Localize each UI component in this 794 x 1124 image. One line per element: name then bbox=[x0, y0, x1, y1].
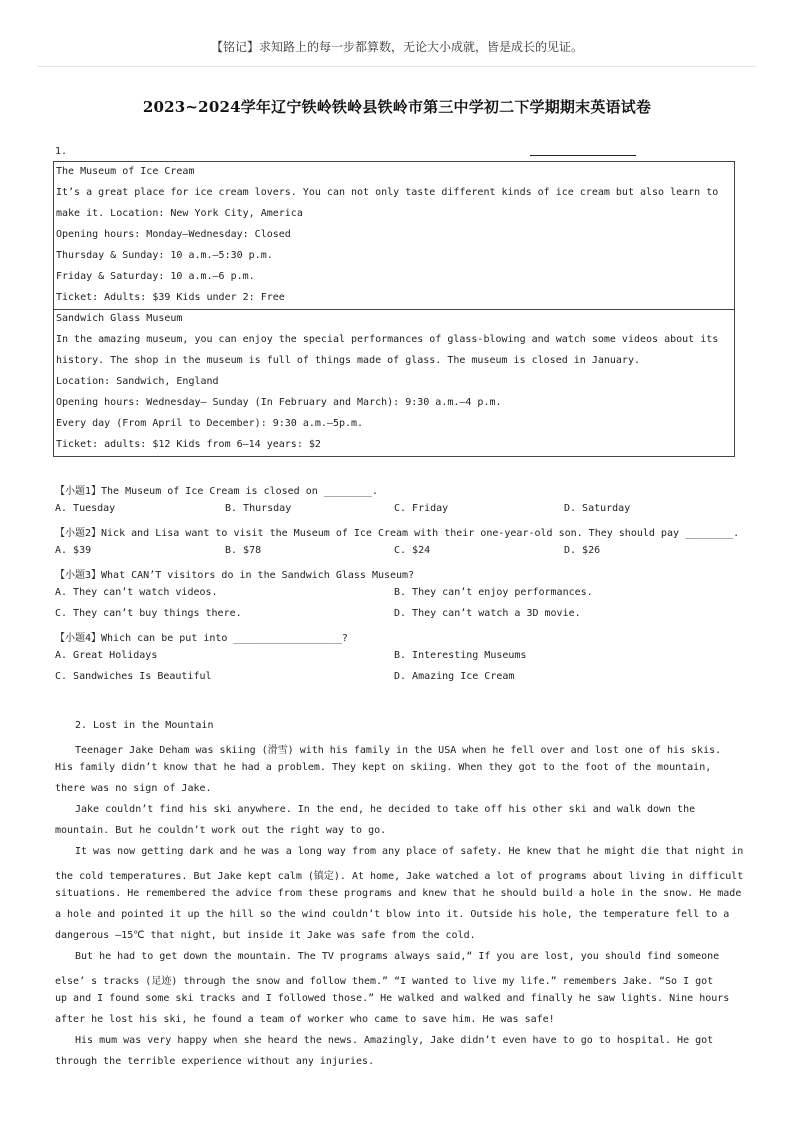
answer-option: D. Amazing Ice Cream bbox=[394, 671, 515, 682]
passage-line: His family didn’t know that he had a problem. They kept on skiing. When they got to the foot of the mountain, bbox=[55, 762, 712, 773]
answer-option: D. $26 bbox=[564, 545, 601, 556]
question-number: 1. bbox=[55, 146, 68, 157]
passage-line: His mum was very happy when she heard the news. Amazingly, Jake didn’t even have to go to hospital. He got bbox=[75, 1035, 714, 1046]
answer-option: A. $39 bbox=[55, 545, 92, 556]
text-line: Opening hours: Monday—Wednesday: Closed bbox=[56, 229, 291, 240]
answer-option: A. They can’t watch videos. bbox=[55, 587, 218, 598]
answer-option: B. Interesting Museums bbox=[394, 650, 527, 661]
question-stem: 【小题1】The Museum of Ice Cream is closed on ________. bbox=[55, 486, 378, 497]
passage-title: 2. Lost in the Mountain bbox=[75, 720, 214, 731]
passage-line: after he lost his ski, he found a team of worker who came to save him. He was safe! bbox=[55, 1014, 555, 1025]
text-line: In the amazing museum, you can enjoy the special performances of glass-blowing and watch some videos about its bbox=[56, 334, 719, 345]
sandwich-glass-museum-box bbox=[53, 308, 735, 457]
page-title: 2023~2024学年辽宁铁岭铁岭县铁岭市第三中学初二下学期期末英语试卷 bbox=[142, 98, 652, 116]
answer-option: C. Sandwiches Is Beautiful bbox=[55, 671, 212, 682]
text-line: make it. Location: New York City, America bbox=[56, 208, 303, 219]
passage-line: else’ s tracks (足迹) through the snow and follow them.” “I wanted to live my life.” remembers Jake. “So I got bbox=[55, 976, 714, 987]
answer-option: C. They can’t buy things there. bbox=[55, 608, 242, 619]
text-line: Opening hours: Wednesday— Sunday (In February and March): 9:30 a.m.—4 p.m. bbox=[56, 397, 502, 408]
answer-option: B. $78 bbox=[225, 545, 262, 556]
passage-line: through the terrible experience without any injuries. bbox=[55, 1056, 375, 1067]
passage-line: mountain. But he couldn’t work out the right way to go. bbox=[55, 825, 387, 836]
museum-ice-cream-box bbox=[53, 161, 735, 310]
text-line: The Museum of Ice Cream bbox=[56, 166, 195, 177]
question-stem: 【小题3】What CAN’T visitors do in the Sandwich Glass Museum? bbox=[55, 570, 415, 581]
text-line: Friday & Saturday: 10 a.m.—6 p.m. bbox=[56, 271, 255, 282]
passage-line: situations. He remembered the advice from these programs and knew that he should build a hole in the snow. He made bbox=[55, 888, 742, 899]
answer-option: C. Friday bbox=[394, 503, 449, 514]
text-line: Sandwich Glass Museum bbox=[56, 313, 183, 324]
passage-line: a hole and pointed it up the hill so the wind couldn’t blow into it. Outside his hole, the temperature fell to a bbox=[55, 909, 730, 920]
answer-blank-line bbox=[530, 155, 636, 156]
motto-banner: 【铭记】求知路上的每一步都算数，无论大小成就，皆是成长的见证。 bbox=[210, 40, 583, 54]
answer-option: B. They can’t enjoy performances. bbox=[394, 587, 593, 598]
passage-line: Jake couldn’t find his ski anywhere. In the end, he decided to take off his other ski and walk down the bbox=[75, 804, 696, 815]
answer-option: D. They can’t watch a 3D movie. bbox=[394, 608, 581, 619]
text-line: Ticket: Adults: $39 Kids under 2: Free bbox=[56, 292, 285, 303]
header-divider bbox=[38, 66, 756, 67]
answer-option: D. Saturday bbox=[564, 503, 631, 514]
text-line: history. The shop in the museum is full of things made of glass. The museum is closed in January. bbox=[56, 355, 640, 366]
text-line: Every day (From April to December): 9:30 a.m.—5p.m. bbox=[56, 418, 364, 429]
question-stem: 【小题4】Which can be put into __________________? bbox=[55, 633, 348, 644]
answer-option: B. Thursday bbox=[225, 503, 292, 514]
text-line: Location: Sandwich, England bbox=[56, 376, 219, 387]
question-stem: 【小题2】Nick and Lisa want to visit the Museum of Ice Cream with their one-year-old son. They should pay ________. bbox=[55, 528, 740, 539]
passage-line: there was no sign of Jake. bbox=[55, 783, 212, 794]
passage-line: up and I found some ski tracks and I followed those.” He walked and walked and finally he saw lights. Nine hours bbox=[55, 993, 730, 1004]
answer-option: A. Tuesday bbox=[55, 503, 116, 514]
passage-line: Teenager Jake Deham was skiing (滑雪) with his family in the USA when he fell over and lost one of his skis. bbox=[75, 745, 722, 756]
text-line: Ticket: adults: $12 Kids from 6—14 years: $2 bbox=[56, 439, 321, 450]
answer-option: A. Great Holidays bbox=[55, 650, 158, 661]
text-line: Thursday & Sunday: 10 a.m.—5:30 p.m. bbox=[56, 250, 273, 261]
answer-option: C. $24 bbox=[394, 545, 431, 556]
passage-line: dangerous —15℃ that night, but inside it Jake was safe from the cold. bbox=[55, 930, 476, 941]
passage-line: the cold temperatures. But Jake kept calm (镇定). At home, Jake watched a lot of programs about living in difficult bbox=[55, 871, 744, 882]
text-line: It’s a great place for ice cream lovers. You can not only taste different kinds of ice cream but also learn to bbox=[56, 187, 719, 198]
passage-line: But he had to get down the mountain. The TV programs always said,“ If you are lost, you should find someone bbox=[75, 951, 720, 962]
passage-line: It was now getting dark and he was a long way from any place of safety. He knew that he might die that night in bbox=[75, 846, 744, 857]
